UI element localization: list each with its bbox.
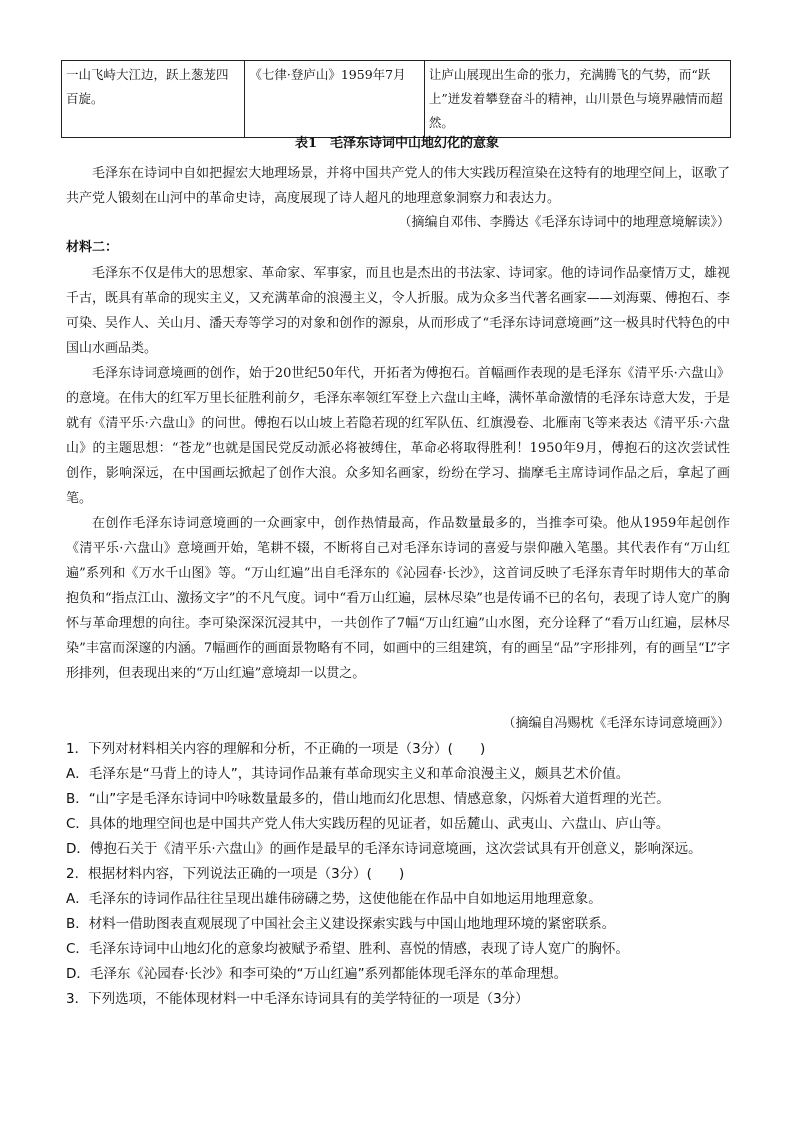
table-cell-poem-title: 《七律·登庐山》1959年7月 [245, 61, 424, 138]
table-cell-imagery: 让庐山展现出生命的张力，充满腾飞的气势，而“跃上”迸发着攀登奋斗的精神，山川景色与境界融情而超然。 [424, 61, 730, 138]
question-1: 1．下列对材料相关内容的理解和分析，不正确的一项是（3分）( ) [66, 741, 486, 757]
material2-source: （摘编自冯赐枕《毛泽东诗词意境画》） [502, 716, 730, 731]
question-2-option-b: B．材料一借助图表直观展现了中国社会主义建设探索实践与中国山地地理环境的紧密联系。 [66, 916, 616, 932]
question-1-option-d: D．傅抱石关于《清平乐·六盘山》的画作是最早的毛泽东诗词意境画，这次尝试具有开创意义，影响深远。 [66, 841, 702, 857]
question-3: 3．下列选项，不能体现材料一中毛泽东诗词具有的美学特征的一项是（3分） [66, 991, 529, 1007]
question-2-option-d: D．毛泽东《沁园春·长沙》和李可染的“万山红遍”系列都能体现毛泽东的革命理想。 [66, 966, 568, 982]
material1-source: （摘编自邓伟、李腾达《毛泽东诗词中的地理意境解读》） [398, 215, 730, 230]
question-1-option-a: A．毛泽东是“马背上的诗人”，其诗词作品兼有革命现实主义和革命浪漫主义，颇具艺术价值。 [66, 766, 630, 782]
question-1-option-b: B．“山”字是毛泽东诗词中吟咏数量最多的，借山地而幻化思想、情感意象，闪烁着大道哲理的光芒。 [66, 791, 670, 807]
question-2: 2．根据材料内容，下列说法正确的一项是（3分）( ) [66, 866, 405, 882]
question-2-option-c: C．毛泽东诗词中山地幻化的意象均被赋予希望、胜利、喜悦的情感，表现了诗人宽广的胸怀。 [66, 941, 629, 957]
material2-paragraph-1: 毛泽东不仅是伟大的思想家、革命家、军事家，而且也是杰出的书法家、诗词家。他的诗词作品豪情万丈，雄视千古，既具有革命的现实主义，又充满革命的浪漫主义，令人折服。成为众多当代著名画家——刘海粟、傅抱石、李可染、吴作人、关山月、潘天寿等学习的对象和创作的源泉，从而形成了“毛泽东诗词意境画”这一极具时代特色的中国山水画品类。 [66, 266, 730, 356]
question-1-option-c: C．具体的地理空间也是中国共产党人伟大实践历程的见证者，如岳麓山、武夷山、六盘山、庐山等。 [66, 816, 670, 832]
question-2-option-a: A．毛泽东的诗词作品往往呈现出雄伟磅礴之势，这使他能在作品中自如地运用地理意象。 [66, 891, 602, 907]
table-cell-poem-line: 一山飞峙大江边，跃上葱茏四百旋。 [62, 61, 245, 138]
material2-heading: 材料二： [66, 240, 119, 255]
material1-paragraph: 毛泽东在诗词中自如把握宏大地理场景，并将中国共产党人的伟大实践历程渲染在这特有的地理空间上，讴歌了共产党人锻刻在山河中的革命史诗，高度展现了诗人超凡的地理意象洞察力和表达力。 [66, 166, 730, 206]
table-caption: 表1 毛泽东诗词中山地幻化的意象 [294, 136, 500, 151]
imagery-table [61, 60, 731, 138]
material2-paragraph-2: 毛泽东诗词意境画的创作，始于20世纪50年代，开拓者为傅抱石。首幅画作表现的是毛泽东《清平乐·六盘山》的意境。在伟大的红军万里长征胜利前夕，毛泽东率领红军登上六盘山主峰，满怀革命激情的毛泽东诗意大发，于是就有《清平乐·六盘山》的问世。傅抱石以山坡上若隐若现的红军队伍、红旗漫卷、北雁南飞等来表达《清平乐·六盘山》的主题思想：“苍龙”也就是国民党反动派必将被缚住，革命必将取得胜利！1950年9月，傅抱石的这次尝试性创作，影响深远，在中国画坛掀起了创作大浪。众多知名画家，纷纷在学习、揣摩毛主席诗词作品之后，拿起了画笔。 [66, 366, 730, 506]
material2-paragraph-3: 在创作毛泽东诗词意境画的一众画家中，创作热情最高，作品数量最多的，当推李可染。他从1959年起创作《清平乐·六盘山》意境画开始，笔耕不辍，不断将自己对毛泽东诗词的喜爱与崇仰融入笔墨。其代表作有“万山红遍”系列和《万水千山图》等。“万山红遍”出自毛泽东的《沁园春·长沙》，这首词反映了毛泽东青年时期伟大的革命抱负和“指点江山、激扬文字”的不凡气度。词中“看万山红遍，层林尽染”也是传诵不已的名句，表现了诗人宽广的胸怀与革命理想的向往。李可染深深沉浸其中，一共创作了7幅“万山红遍”山水图，充分诠释了“看万山红遍，层林尽染”丰富而深邃的内涵。7幅画作的画面景物略有不同，如画中的三组建筑，有的画呈“品”字形排列，有的画呈“L”字形排列，但表现出来的“万山红遍”意境却一以贯之。 [66, 516, 730, 681]
table-row [62, 61, 731, 138]
